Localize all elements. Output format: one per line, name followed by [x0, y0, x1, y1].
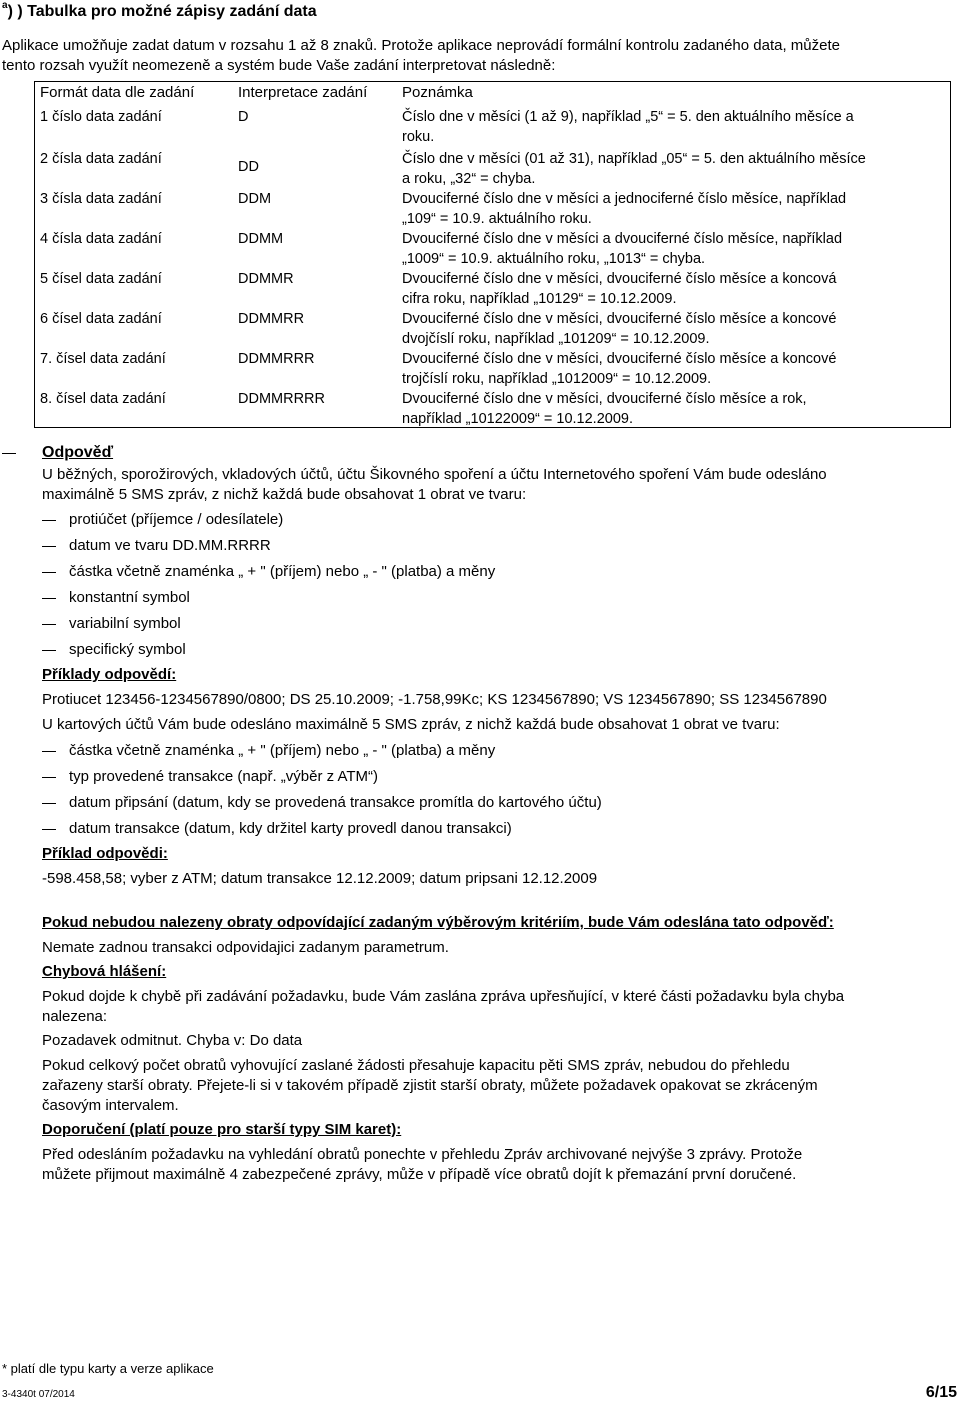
examples-heading: Příklady odpovědí:	[42, 666, 177, 683]
table-row	[34, 189, 951, 229]
cell-note	[396, 229, 951, 269]
answer-p1-line1: U běžných, sporožirových, vkladových účtů, účtu Šikovného spoření a účtu Internetového spoření Vám bude odesláno	[42, 466, 827, 483]
recommend-line1: Před odesláním požadavku na vyhledání obratů ponechte v přehledu Zpráv archivované nejvýše 3 zprávy. Protože	[42, 1146, 803, 1163]
interp-text: DD	[238, 159, 259, 175]
dash-bullet	[42, 520, 56, 521]
list-item: datum transakce (datum, kdy držitel karty provedl danou transakci)	[69, 820, 512, 837]
list-item: protiúčet (příjemce / odesílatele)	[69, 511, 284, 528]
date-format-table	[34, 81, 951, 429]
cell-interpretation	[232, 149, 396, 189]
cell-interpretation: DDMMRRRR	[238, 391, 325, 407]
note-line: Dvouciferné číslo dne v měsíci, dvouciferné číslo měsíce a koncová	[402, 271, 837, 287]
dash-bullet	[42, 777, 56, 778]
cell-note	[396, 189, 951, 229]
col-header-interpretation: Interpretace zadání	[238, 84, 368, 101]
section-title-text: ) ) Tabulka pro možné zápisy zadání data	[7, 3, 317, 20]
dash-bullet	[42, 829, 56, 830]
example-1: Protiucet 123456-1234567890/0800; DS 25.10.2009; -1.758,99Kc; KS 1234567890; VS 1234567890; SS 1234567890	[42, 691, 827, 708]
note-line: a roku, „32“ = chyba.	[402, 171, 536, 187]
cell-interpretation: DDM	[238, 191, 272, 207]
error-p1-line2: nalezena:	[42, 1008, 108, 1025]
cell-interpretation: DDMMRR	[238, 311, 305, 327]
cell-format: 3 čísla data zadání	[40, 191, 162, 207]
error-heading: Chybová hlášení:	[42, 963, 167, 980]
footnote: * platí dle typu karty a verze aplikace	[2, 1361, 214, 1376]
cell-format: 4 čísla data zadání	[40, 231, 162, 247]
note-line: „109“ = 10.9. aktuálního roku.	[402, 211, 592, 227]
intro-line-2: tento rozsah využít neomezeně a systém bude Vaše zadání interpretovat následně:	[2, 57, 556, 74]
list-item: datum připsání (datum, kdy se provedená transakce promítla do kartového účtu)	[69, 794, 602, 811]
cell-format: 8. čísel data zadání	[40, 391, 166, 407]
error-p1-line1: Pokud dojde k chybě při zadávání požadavku, bude Vám zaslána zpráva upřesňující, v které části požadavku byla chyba	[42, 988, 845, 1005]
answer-p1-line2: maximálně 5 SMS zpráv, z nichž každá bude obsahovat 1 obrat ve tvaru:	[42, 486, 527, 503]
cell-interpretation: DDMMR	[238, 271, 294, 287]
note-line: Dvouciferné číslo dne v měsíci a jednociferné číslo měsíce, například	[402, 191, 847, 207]
list-item: typ provedené transakce (např. „výběr z ATM“)	[69, 768, 379, 785]
example-2: -598.458,58; vyber z ATM; datum transakce 12.12.2009; datum pripsani 12.12.2009	[42, 870, 598, 887]
list-item: variabilní symbol	[69, 615, 181, 632]
note-line: Dvouciferné číslo dne v měsíci, dvouciferné číslo měsíce a koncové	[402, 311, 837, 327]
cell-note	[396, 309, 951, 349]
recommend-line2: můžete přijmout maximálně 4 zabezpečené zprávy, může v případě více obratů dojít k přemazání první doručené.	[42, 1166, 797, 1183]
section-title	[2, 0, 317, 21]
error-p2-line2: zařazeny starší obraty. Přejete-li si v takovém případě zjistit starší obraty, můžete požadavek opakovat se zkráceným	[42, 1077, 818, 1094]
note-line: Číslo dne v měsíci (01 až 31), například „05“ = 5. den aktuálního měsíce	[402, 151, 866, 167]
col-header-note: Poznámka	[402, 84, 473, 101]
list-item: konstantní symbol	[69, 589, 190, 606]
example-heading: Příklad odpovědi:	[42, 845, 168, 862]
note-line: Dvouciferné číslo dne v měsíci, dvouciferné číslo měsíce a koncové	[402, 351, 837, 367]
table-row	[34, 309, 951, 349]
page-number: 6/15	[925, 1384, 957, 1401]
answer-p2: U kartových účtů Vám bude odesláno maximálně 5 SMS zpráv, z nichž každá bude obsahovat 1 obrat ve tvaru:	[42, 716, 780, 733]
error-p2-line3: časovým intervalem.	[42, 1097, 179, 1114]
cell-note	[396, 149, 951, 189]
answer-heading: Odpověď	[42, 444, 114, 461]
dash-bullet	[42, 803, 56, 804]
cell-note	[396, 269, 951, 309]
table-row	[34, 149, 951, 189]
recommend-heading: Doporučení (platí pouze pro starší typy SIM karet):	[42, 1121, 402, 1138]
cell-interpretation: D	[238, 109, 249, 125]
cell-format: 2 čísla data zadání	[40, 151, 162, 167]
dash-bullet	[42, 624, 56, 625]
note-line: například „10122009“ = 10.12.2009.	[402, 411, 633, 427]
dash-bullet	[42, 751, 56, 752]
section-superscript: a	[2, 0, 8, 11]
table-row	[34, 229, 951, 269]
list-item: částka včetně znaménka „ + " (příjem) nebo „ - " (platba) a měny	[69, 742, 496, 759]
dash-bullet	[42, 572, 56, 573]
cell-note	[396, 349, 951, 389]
dash-bullet	[42, 598, 56, 599]
dash-bullet	[42, 650, 56, 651]
note-line: „1009“ = 10.9. aktuálního roku, „1013“ = chyba.	[402, 251, 706, 267]
table-row	[34, 349, 951, 389]
note-line: trojčíslí roku, například „1012009“ = 10.12.2009.	[402, 371, 712, 387]
cell-note	[396, 389, 951, 429]
list-item: specifický symbol	[69, 641, 186, 658]
cell-interpretation: DDMM	[238, 231, 284, 247]
cell-format: 6 čísel data zadání	[40, 311, 162, 327]
table-row	[34, 269, 951, 309]
note-line: Dvouciferné číslo dne v měsíci, dvouciferné číslo měsíce a rok,	[402, 391, 807, 407]
list-item: datum ve tvaru DD.MM.RRRR	[69, 537, 271, 554]
doc-code: 3-4340t 07/2014	[2, 1389, 75, 1400]
list-item: částka včetně znaménka „ + " (příjem) nebo „ - " (platba) a měny	[69, 563, 496, 580]
dash-bullet	[42, 546, 56, 547]
notfound-text: Nemate zadnou transakci odpovidajici zadanym parametrum.	[42, 939, 449, 956]
note-line: Dvouciferné číslo dne v měsíci a dvouciferné číslo měsíce, například	[402, 231, 843, 247]
table-row	[34, 107, 951, 149]
note-line: dvojčíslí roku, například „101209“ = 10.12.2009.	[402, 331, 710, 347]
error-example: Pozadavek odmitnut. Chyba v: Do data	[42, 1032, 303, 1049]
dash-bullet	[2, 453, 16, 454]
cell-note	[396, 107, 951, 149]
notfound-heading: Pokud nebudou nalezeny obraty odpovídající zadaným výběrovým kritériím, bude Vám odeslána tato odpověď:	[42, 914, 834, 931]
error-p2-line1: Pokud celkový počet obratů vyhovující zaslané žádosti přesahuje kapacitu pěti SMS zpráv, nebudou do přehledu	[42, 1057, 790, 1074]
note-line: Číslo dne v měsíci (1 až 9), například „5“ = 5. den aktuálního měsíce a	[402, 109, 854, 125]
col-header-format: Formát data dle zadání	[40, 84, 195, 101]
intro-line-1: Aplikace umožňuje zadat datum v rozsahu 1 až 8 znaků. Protože aplikace neprovádí formální kontrolu zadaného data, můžete	[2, 37, 840, 54]
cell-format: 7. čísel data zadání	[40, 351, 166, 367]
note-line: cifra roku, například „10129“ = 10.12.2009.	[402, 291, 677, 307]
cell-format: 1 číslo data zadání	[40, 109, 162, 125]
cell-interpretation: DDMMRRR	[238, 351, 315, 367]
note-line: roku.	[402, 129, 435, 145]
cell-format: 5 čísel data zadání	[40, 271, 162, 287]
table-row	[34, 389, 951, 429]
